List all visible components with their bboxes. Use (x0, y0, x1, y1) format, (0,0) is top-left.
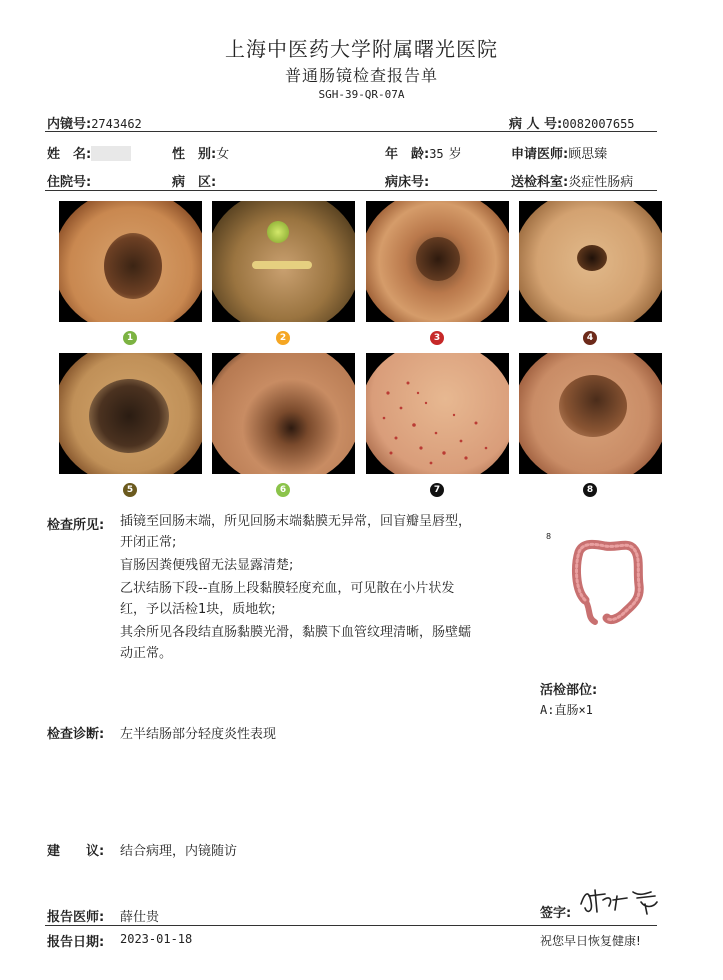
findings-line: 插镜至回肠末端，所见回肠末端黏膜无异常，回盲瓣呈唇型， (120, 514, 472, 529)
endo-no-value: 2743462 (91, 117, 142, 131)
endoscopy-image-8 (519, 353, 662, 474)
dept-value: 炎症性肠病 (568, 175, 634, 190)
bed-field: 病床号: (385, 175, 430, 190)
age-value: 35 (429, 147, 444, 161)
image-number-badge-3: 3 (430, 331, 444, 345)
endoscopy-image-7 (366, 353, 509, 474)
endoscopy-image-6 (212, 353, 355, 474)
reporter-label: 报告医师: (47, 910, 105, 925)
name-value-redacted (91, 146, 131, 161)
patient-no-value: 0082007655 (562, 117, 635, 131)
diagnosis-value: 左半结肠部分轻度炎性表现 (120, 727, 277, 742)
image-number-badge-2: 2 (276, 331, 290, 345)
findings-text (120, 511, 540, 664)
findings-line: 红，予以活检1块，质地软; (120, 602, 276, 617)
divider-top (45, 131, 657, 132)
divider-footer (45, 925, 657, 926)
form-code: SGH-39-QR-07A (318, 88, 405, 101)
report-title: 普通肠镜检查报告单 (284, 66, 438, 85)
findings-line: 盲肠因粪便残留无法显露清楚; (120, 558, 294, 573)
doctor-value: 顾思臻 (568, 147, 608, 162)
doctor-field: 申请医师:顾思臻 (511, 147, 608, 162)
age-unit: 岁 (448, 147, 462, 162)
endoscopy-image-1 (59, 201, 202, 322)
sex-value: 女 (216, 147, 230, 162)
sex-field: 性 别:女 (172, 147, 230, 162)
biopsy-value: A:直肠×1 (540, 703, 593, 717)
findings-line: 动正常。 (120, 646, 173, 661)
hospital-name: 上海中医药大学附属曙光医院 (225, 37, 498, 61)
findings-line: 乙状结肠下段--直肠上段黏膜轻度充血，可见散在小片状发 (120, 581, 455, 596)
age-field: 年 龄:35 岁 (385, 147, 462, 162)
handwritten-signature (575, 882, 665, 918)
divider-header (45, 190, 657, 191)
signature-label: 签字: (540, 906, 572, 921)
findings-line: 开闭正常; (120, 535, 177, 550)
advice-label: 建 议: (47, 844, 105, 859)
image-number-badge-8: 8 (583, 483, 597, 497)
advice-value: 结合病理，内镜随访 (120, 844, 238, 859)
biopsy-label: 活检部位: (540, 683, 598, 698)
report-date: 2023-01-18 (120, 932, 193, 946)
reporter-name: 薛仕贵 (120, 910, 160, 925)
diagram-marker: 8 (546, 532, 552, 541)
diagnosis-label: 检查诊断: (47, 727, 105, 742)
endoscopy-image-5 (59, 353, 202, 474)
findings-label: 检查所见: (47, 518, 105, 533)
ward-field: 病 区: (172, 175, 217, 190)
name-field: 姓 名: (47, 143, 131, 162)
endoscopy-image-3 (366, 201, 509, 322)
endoscopy-image-2 (212, 201, 355, 322)
mucosal-redness-spots (366, 353, 509, 474)
image-number-badge-5: 5 (123, 483, 137, 497)
patient-no-field: 病 人 号:0082007655 (509, 117, 635, 132)
admission-field: 住院号: (47, 175, 92, 190)
image-number-badge-6: 6 (276, 483, 290, 497)
colon-diagram-icon (565, 530, 650, 630)
findings-line: 其余所见各段结直肠黏膜光滑，黏膜下血管纹理清晰，肠壁蠕 (120, 625, 472, 640)
endo-no-field: 内镜号:2743462 (47, 117, 142, 132)
wish-text: 祝您早日恢复健康! (540, 934, 641, 948)
dept-field: 送检科室:炎症性肠病 (511, 175, 634, 190)
image-number-badge-4: 4 (583, 331, 597, 345)
image-number-badge-7: 7 (430, 483, 444, 497)
date-label: 报告日期: (47, 935, 105, 950)
endoscopy-image-4 (519, 201, 662, 322)
image-number-badge-1: 1 (123, 331, 137, 345)
